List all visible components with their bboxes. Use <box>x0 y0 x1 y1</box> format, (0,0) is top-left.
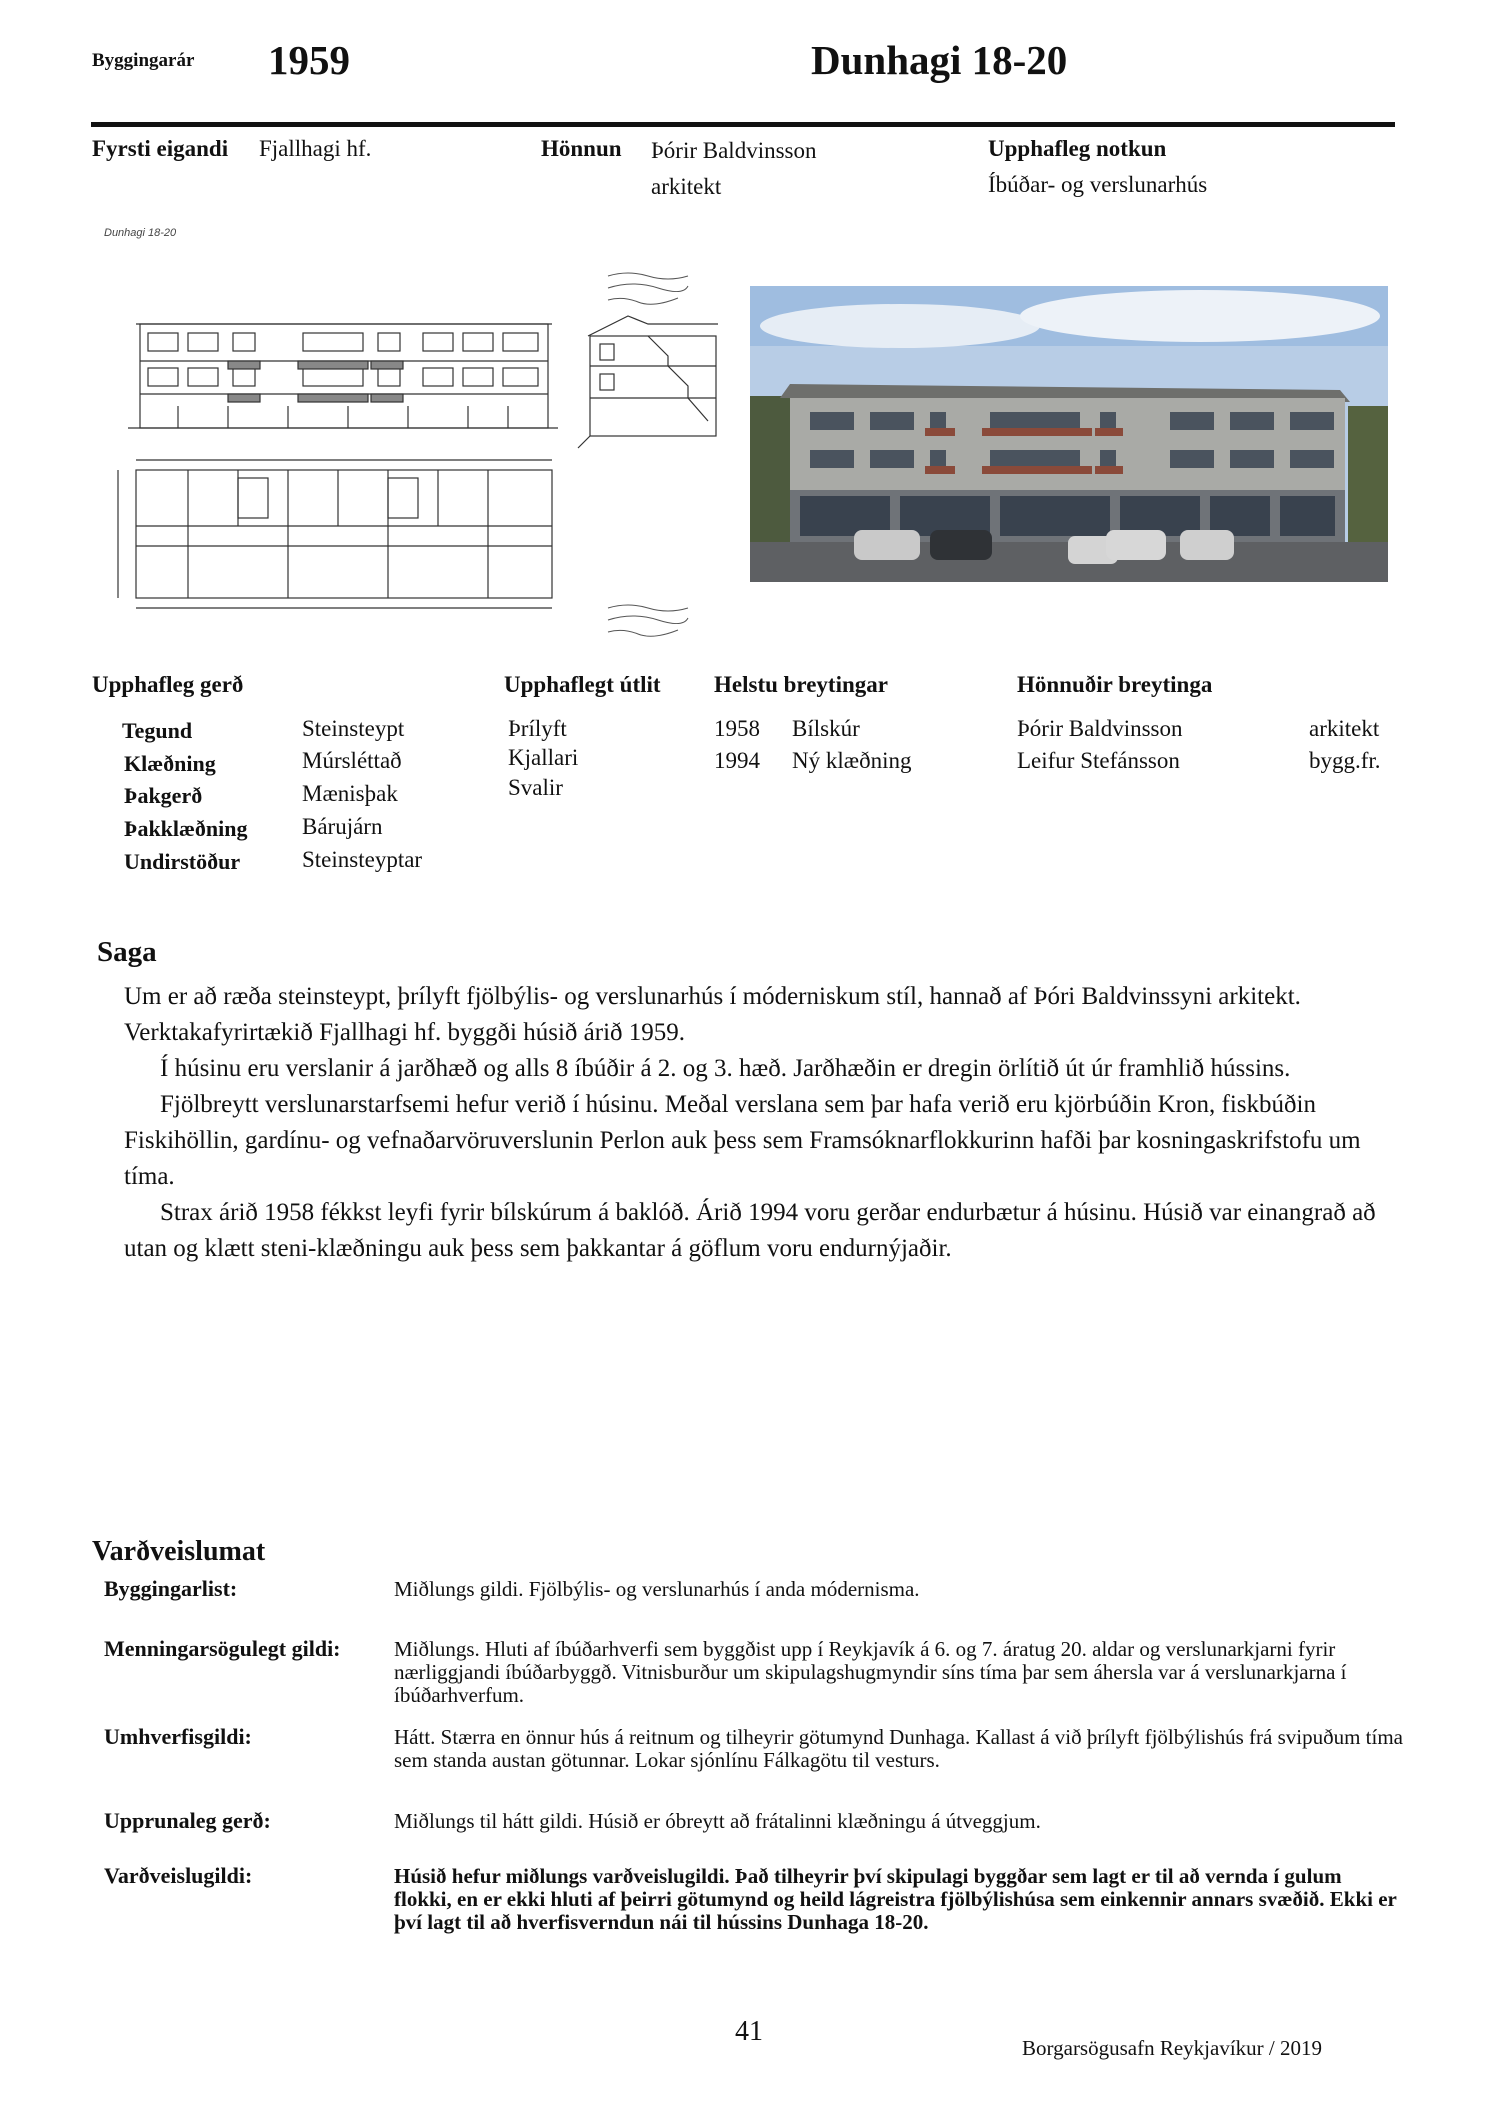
change-designer-name: Leifur Stefánsson <box>1017 748 1180 773</box>
preservation-text: Húsið hefur miðlungs varðveislugildi. Það tilheyrir því skipulagi byggðar sem lagt er til að vernda í gulum flokki, en er ekki hluti af þeirri götumynd og heild lágreistra fjölbýlishúsa sem einkennir annars svæðið. Ekki er því lagt til að hverfisverndun nái til hússins Dunhaga 18-20. <box>394 1864 1397 1934</box>
change-designer-name: Þórir Baldvinsson <box>1017 716 1183 741</box>
change-desc: Bílskúr <box>792 716 860 741</box>
preservation-text: Miðlungs gildi. Fjölbýlis- og verslunarhús í anda módernisma. <box>394 1577 920 1601</box>
change-year: 1994 <box>714 748 760 773</box>
preservation-label: Varðveislugildi: <box>104 1863 253 1888</box>
saga-heading: Saga <box>97 936 157 968</box>
form-label: Þakklæðning <box>124 816 248 841</box>
preservation-label: Byggingarlist: <box>104 1576 238 1601</box>
use-value: Íbúðar- og verslunarhús <box>988 172 1208 197</box>
designer-title: arkitekt <box>651 174 722 199</box>
header-rule <box>91 122 1395 127</box>
form-value: Steinsteyptar <box>302 847 423 872</box>
preservation-label: Menningarsögulegt gildi: <box>104 1636 341 1661</box>
change-desc: Ný klæðning <box>792 748 912 773</box>
form-label: Undirstöður <box>124 849 241 874</box>
saga-paragraph: Strax árið 1958 fékkst leyfi fyrir bílskúrum á baklóð. Árið 1994 voru gerðar endurbætur á húsinu. Húsið var einangrað að utan og klætt steni-klæðningu auk þess sem þakkantar á göflum voru endurnýjaðir. <box>124 1199 1376 1262</box>
original-form-heading: Upphafleg gerð <box>92 672 244 697</box>
design-label: Hönnun <box>541 136 622 161</box>
preservation-text: Miðlungs til hátt gildi. Húsið er óbreytt að frátalinni klæðningu á útveggjum. <box>394 1809 1041 1833</box>
form-label: Þakgerð <box>124 783 203 808</box>
building-photo <box>750 286 1388 582</box>
owner-label: Fyrsti eigandi <box>92 136 229 161</box>
change-designers-heading: Hönnuðir breytinga <box>1017 672 1213 697</box>
year-label: Byggingarár <box>92 50 195 71</box>
form-label: Tegund <box>122 718 193 743</box>
preservation-heading: Varðveislumat <box>92 1536 266 1567</box>
form-value: Mænisþak <box>302 781 398 806</box>
look-item: Svalir <box>508 775 563 800</box>
saga-paragraph: Í húsinu eru verslanir á jarðhæð og alls 8 íbúðir á 2. og 3. hæð. Jarðhæðin er dregin örlítið út úr framhlið hússins. <box>160 1055 1291 1082</box>
saga-text <box>124 979 1384 1267</box>
form-value: Steinsteypt <box>302 716 405 741</box>
page-title: Dunhagi 18-20 <box>811 37 1068 83</box>
changes-heading: Helstu breytingar <box>714 672 888 697</box>
construction-year: 1959 <box>268 37 350 83</box>
page-number: 41 <box>735 2016 763 2047</box>
owner-value: Fjallhagi hf. <box>259 136 372 161</box>
form-value: Múrsléttað <box>302 748 402 773</box>
saga-paragraph: Fjölbreytt verslunarstarfsemi hefur verið í húsinu. Meðal verslana sem þar hafa verið eru kjörbúðin Kron, fiskbúðin Fiskihöllin, gardínu- og vefnaðarvöruverslunin Perlon auk þess sem Framsóknarflokkurinn hafði þar kosningaskrifstofu um tíma. <box>124 1091 1361 1190</box>
preservation-text: Miðlungs. Hluti af íbúðarhverfi sem byggðist upp í Reykjavík á 6. og 7. áratug 20. aldar og verslunarkjarni fyrir nærliggjandi íbúðarbyggð. Vitnisburður um skipulagshugmyndir síns tíma þar sem áhersla var á verslunarkjarna í íbúðarhverfum. <box>394 1637 1347 1707</box>
original-look-heading: Upphaflegt útlit <box>504 672 661 697</box>
designer-name: Þórir Baldvinsson <box>651 138 817 163</box>
change-designer-title: arkitekt <box>1309 716 1380 741</box>
look-item: Kjallari <box>508 745 579 770</box>
look-item: Þrílyft <box>508 716 567 741</box>
front-elevation <box>128 324 558 428</box>
preservation-label: Upprunaleg gerð: <box>104 1808 271 1833</box>
form-value: Bárujárn <box>302 814 383 839</box>
change-designer-title: bygg.fr. <box>1309 748 1381 773</box>
preservation-label: Umhverfisgildi: <box>104 1724 252 1749</box>
change-year: 1958 <box>714 716 760 741</box>
preservation-text: Hátt. Stærra en önnur hús á reitnum og tilheyrir götumynd Dunhaga. Kallast á við þrílyft fjölbýlishús frá svipuðum tíma sem standa austan götunnar. Lokar sjónlínu Fálkagötu til vesturs. <box>394 1725 1404 1772</box>
architectural-drawing <box>88 216 738 648</box>
drawing-caption: Dunhagi 18-20 <box>104 227 177 239</box>
form-label: Klæðning <box>124 751 216 776</box>
signature-stamp <box>608 273 688 636</box>
use-label: Upphafleg notkun <box>988 136 1167 161</box>
publisher: Borgarsögusafn Reykjavíkur / 2019 <box>1022 2036 1322 2060</box>
section-drawing <box>578 316 718 448</box>
saga-paragraph: Um er að ræða steinsteypt, þrílyft fjölbýlis- og verslunarhús í móderniskum stíl, hannað af Þóri Baldvinssyni arkitekt. Verktakafyrirtækið Fjallhagi hf. byggði húsið árið 1959. <box>124 983 1301 1046</box>
floor-plan <box>118 460 552 608</box>
